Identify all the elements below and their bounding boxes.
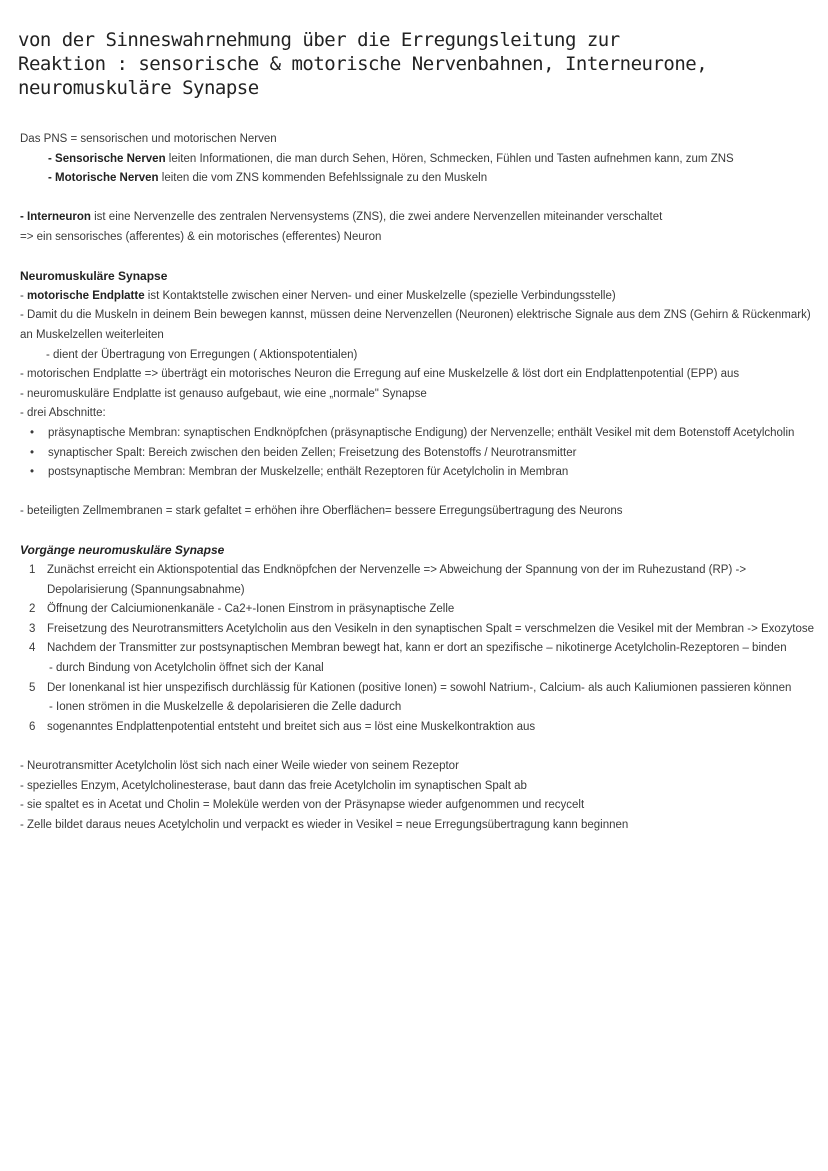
process-step — [20, 620, 820, 640]
membrane-summary: - beteiligten Zellmembranen = stark gefaltet = erhöhen ihre Oberflächen= bessere Erregungsübertragung des Neurons — [20, 505, 623, 518]
interneuron-line-2: => ein sensorisches (afferentes) & ein motorisches (efferentes) Neuron — [20, 230, 382, 243]
synapse-line-5: - motorischen Endplatte => überträgt ein motorisches Neuron die Erregung auf eine Muskelzelle & löst dort ein Endplattenpotential (EPP) aus — [20, 368, 740, 381]
step-text: Öffnung der Calciumionenkanäle - Ca2+-Ionen Einstrom in präsynaptische Zelle — [47, 603, 455, 616]
title-line-3: neuromuskuläre Synapse — [18, 77, 259, 99]
process-step — [20, 639, 820, 659]
pns-intro: Das PNS = sensorischen und motorischen Nerven — [20, 133, 277, 145]
document-body — [20, 130, 820, 835]
step-text: Zunächst erreicht ein Aktionspotential das Endknöpfchen der Nervenzelle => Abweichung der Spannung von der im Ruhezustand (RP) -> — [47, 564, 747, 577]
list-item — [20, 463, 820, 483]
closing-line-3: - sie spaltet es in Acetat und Cholin = Moleküle werden von der Präsynapse wieder aufgenommen und recycelt — [20, 799, 585, 812]
interneuron-label: - Interneuron — [20, 211, 91, 224]
endplate-prefix: - — [20, 289, 28, 302]
list-item-text: postsynaptische Membran: Membran der Muskelzelle; enthält Rezeptoren für Acetylcholin in Membran — [48, 466, 569, 479]
process-step — [20, 718, 820, 738]
step-text: Freisetzung des Neurotransmitters Acetylcholin aus den Vesikeln in den synaptischen Spalt = verschmelzen die Vesikel mit der Membran -> Exozytose — [47, 622, 815, 635]
motor-nerves-text: leiten die vom ZNS kommenden Befehlssignale zu den Muskeln — [158, 172, 488, 185]
sensory-nerves-line — [20, 150, 820, 170]
sensory-nerves-label: - Sensorische Nerven — [48, 152, 166, 165]
interneuron-text: ist eine Nervenzelle des zentralen Nervensystems (ZNS), die zwei andere Nervenzellen miteinander verschaltet — [90, 211, 663, 224]
synapse-line-6: - neuromuskuläre Endplatte ist genauso aufgebaut, wie eine „normale" Synapse — [20, 387, 427, 400]
process-step — [20, 679, 820, 699]
step-number: 1 — [29, 564, 36, 577]
title-line-1: von der Sinneswahrnehmung über die Erregungsleitung zur — [18, 29, 620, 51]
process-step-continuation: Depolarisierung (Spannungsabnahme) — [47, 583, 245, 596]
bullet-marker: • — [30, 446, 35, 459]
interneuron-line — [20, 208, 820, 228]
closing-line-2: - spezielles Enzym, Acetylcholinesterase, baut dann das freie Acetylcholin im synaptischen Spalt ab — [20, 779, 527, 792]
sensory-nerves-text: leiten Informationen, die man durch Sehen, Hören, Schmecken, Fühlen und Tasten aufnehmen kann, zum ZNS — [165, 152, 734, 165]
step-text: Der Ionenkanal ist hier unspezifisch durchlässig für Kationen (positive Ionen) = sowohl Natrium-, Calcium- als auch Kaliumionen passieren können — [47, 681, 792, 694]
process-step — [20, 600, 820, 620]
list-item-text: präsynaptische Membran: synaptischen Endknöpfchen (präsynaptische Endigung) der Nervenzelle; enthält Vesikel mit dem Botenstoff Acetylcholin — [48, 426, 795, 439]
synapse-line-3: an Muskelzellen weiterleiten — [20, 328, 164, 341]
step-number: 6 — [29, 720, 36, 733]
synapse-line-2: - Damit du die Muskeln in deinem Bein bewegen kannst, müssen deine Nervenzellen (Neuronen) elektrische Signale aus dem ZNS (Gehirn & Rückenmark) — [20, 309, 811, 322]
closing-line-1: - Neurotransmitter Acetylcholin löst sich nach einer Weile wieder von seinem Rezeptor — [20, 760, 459, 772]
step-number: 5 — [29, 681, 36, 694]
bullet-marker: • — [30, 426, 35, 439]
section-heading-process: Vorgänge neuromuskuläre Synapse — [20, 543, 225, 558]
motor-nerves-label: - Motorische Nerven — [48, 172, 159, 185]
section-heading-synapse: Neuromuskuläre Synapse — [20, 269, 168, 284]
process-step-continuation: - durch Bindung von Acetylcholin öffnet sich der Kanal — [49, 662, 324, 675]
endplate-line — [20, 287, 820, 307]
synapse-line-7: - drei Abschnitte: — [20, 407, 106, 420]
list-item-text: synaptischer Spalt: Bereich zwischen den beiden Zellen; Freisetzung des Botenstoffs / Neurotransmitter — [48, 446, 577, 459]
step-text: Nachdem der Transmitter zur postsynaptischen Membran bewegt hat, kann er dort an spezifische – nikotinerge Acetylcholin-Rezeptoren – binden — [47, 642, 787, 655]
list-item — [20, 424, 820, 444]
document-title — [18, 28, 818, 100]
bullet-marker: • — [30, 466, 35, 479]
process-step — [20, 561, 820, 581]
step-text: sogenanntes Endplattenpotential entsteht und breitet sich aus = löst eine Muskelkontraktion aus — [47, 720, 536, 733]
closing-line-4: - Zelle bildet daraus neues Acetylcholin und verpackt es wieder in Vesikel = neue Erregungsübertragung kann beginnen — [20, 818, 629, 831]
list-item — [20, 444, 820, 464]
synapse-line-4: - dient der Übertragung von Erregungen ( Aktionspotentialen) — [46, 348, 358, 361]
process-step-continuation: - Ionen strömen in die Muskelzelle & depolarisieren die Zelle dadurch — [49, 701, 402, 714]
step-number: 4 — [29, 642, 36, 655]
step-number: 3 — [29, 622, 36, 635]
title-line-2: Reaktion : sensorische & motorische Nervenbahnen, Interneurone, — [18, 53, 708, 75]
motor-nerves-line — [20, 169, 820, 189]
step-number: 2 — [29, 603, 36, 616]
endplate-label: motorische Endplatte — [27, 289, 145, 302]
endplate-text: ist Kontaktstelle zwischen einer Nerven- und einer Muskelzelle (spezielle Verbindungsstelle) — [144, 289, 616, 302]
